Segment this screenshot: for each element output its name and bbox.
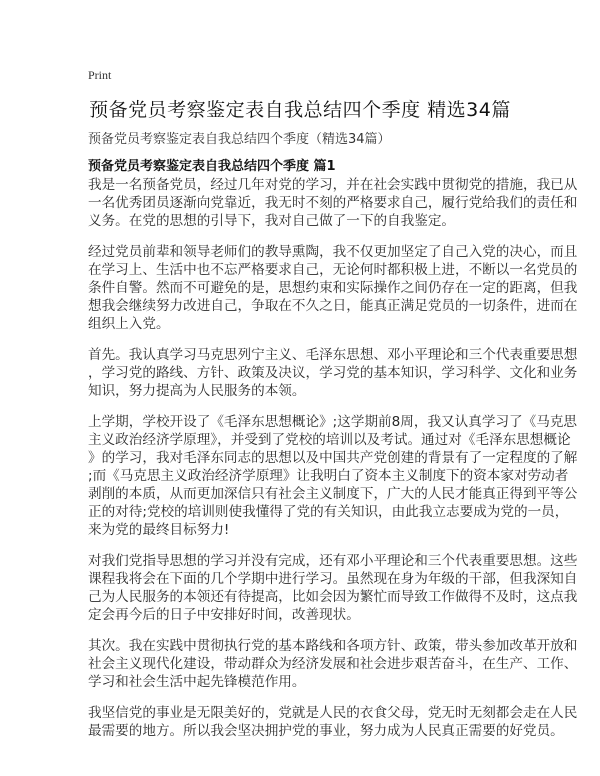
- paragraph: [88, 637, 578, 691]
- paragraph-line: 一名优秀团员逐渐向党靠近，我无时不刻的严格要求自己，履行党给我们的责任和: [88, 195, 578, 211]
- paragraph-line: 剥削的本质，从而更加深信只有社会主义制度下，广大的人民才能真正得到平等公: [88, 486, 578, 502]
- paragraph-line: 首先。我认真学习马克思列宁主义、毛泽东思想、邓小平理论和三个代表重要思想: [88, 347, 578, 363]
- paragraph: [88, 413, 578, 539]
- paragraph-line: 正的对待;党校的培训则使我懂得了党的有关知识，由此我立志要成为党的一员，: [88, 504, 569, 520]
- paragraph: [88, 243, 578, 333]
- paragraph-line: 知识，努力提高为人民服务的本领。: [88, 383, 306, 399]
- paragraph-line: 来为党的最终目标努力!: [88, 522, 230, 538]
- paragraph-line: 想我会继续努力改进自己，争取在不久之日，能真正满足党员的一切条件，进而在: [88, 298, 578, 314]
- paragraph-line: ，学习党的路线、方针、政策及决议，学习党的基本知识，学习科学、文化和业务: [88, 365, 578, 381]
- paragraph-line: 社会主义现代化建设，带动群众为经济发展和社会进步艰苦奋斗，在生产、工作、: [88, 656, 578, 672]
- paragraph-line: 己为人民服务的本领还有待提高，比如会因为繁忙而导致工作做得不及时，这点我: [88, 589, 578, 605]
- paragraph-line: 其次。我在实践中贯彻执行党的基本路线和各项方针、政策，带头参加改革开放和: [88, 638, 578, 654]
- paragraph-line: 经过党员前辈和领导老师们的教导熏陶，我不仅更加坚定了自己入党的决心，而且: [88, 244, 578, 260]
- paragraph-line: 在学习上、生活中也不忘严格要求自己，无论何时都积极上进，不断以一名党员的: [88, 262, 578, 278]
- paragraph-line: 定会再今后的日子中安排好时间，改善现状。: [88, 607, 360, 623]
- paragraph: [88, 176, 578, 230]
- paragraph: [88, 704, 578, 740]
- paragraph-line: 我坚信党的事业是无限美好的，党就是人民的衣食父母，党无时无刻都会走在人民: [88, 705, 578, 721]
- paragraph-line: 课程我将会在下面的几个学期中进行学习。虽然现在身为年级的干部，但我深知自: [88, 571, 578, 587]
- paragraph-line: 组织上入党。: [88, 316, 170, 332]
- paragraph-line: 我是一名预备党员，经过几年对党的学习，并在社会实践中贯彻党的措施，我已从: [88, 177, 578, 193]
- document-body: [88, 176, 578, 753]
- paragraph: [88, 552, 578, 624]
- paragraph-line: ;而《马克思主义政治经济学原理》让我明白了资本主义制度下的资本家对劳动者: [88, 468, 569, 484]
- paragraph-line: 对我们党指导思想的学习并没有完成，还有邓小平理论和三个代表重要思想。这些: [88, 553, 578, 569]
- paragraph-line: 上学期，学校开设了《毛泽东思想概论》;这学期前8周，我又认真学习了《马克思: [88, 414, 578, 430]
- paragraph-line: 主义政治经济学原理》，并受到了党校的培训以及考试。通过对《毛泽东思想概论: [88, 432, 571, 448]
- paragraph-line: 条件自警。然而不可避免的是，思想约束和实际操作之间仍存在一定的距离，但我: [88, 280, 578, 296]
- paragraph-line: 义务。在党的思想的引导下，我对自己做了一下的自我鉴定。: [88, 213, 456, 229]
- paragraph: [88, 346, 578, 400]
- paragraph-line: 最需要的地方。所以我会坚决拥护党的事业，努力成为人民真正需要的好党员。: [88, 723, 564, 739]
- document-title: 预备党员考察鉴定表自我总结四个季度 精选34篇: [89, 99, 511, 121]
- section-heading: 预备党员考察鉴定表自我总结四个季度 篇1: [88, 159, 336, 174]
- print-link[interactable]: Print: [88, 68, 112, 82]
- paragraph-line: 学习和社会生活中起先锋模范作用。: [88, 674, 306, 690]
- document-subtitle: 预备党员考察鉴定表自我总结四个季度（精选34篇）: [88, 132, 391, 147]
- paragraph-line: 》的学习，我对毛泽东同志的思想以及中国共产党创建的背景有了一定程度的了解: [88, 450, 578, 466]
